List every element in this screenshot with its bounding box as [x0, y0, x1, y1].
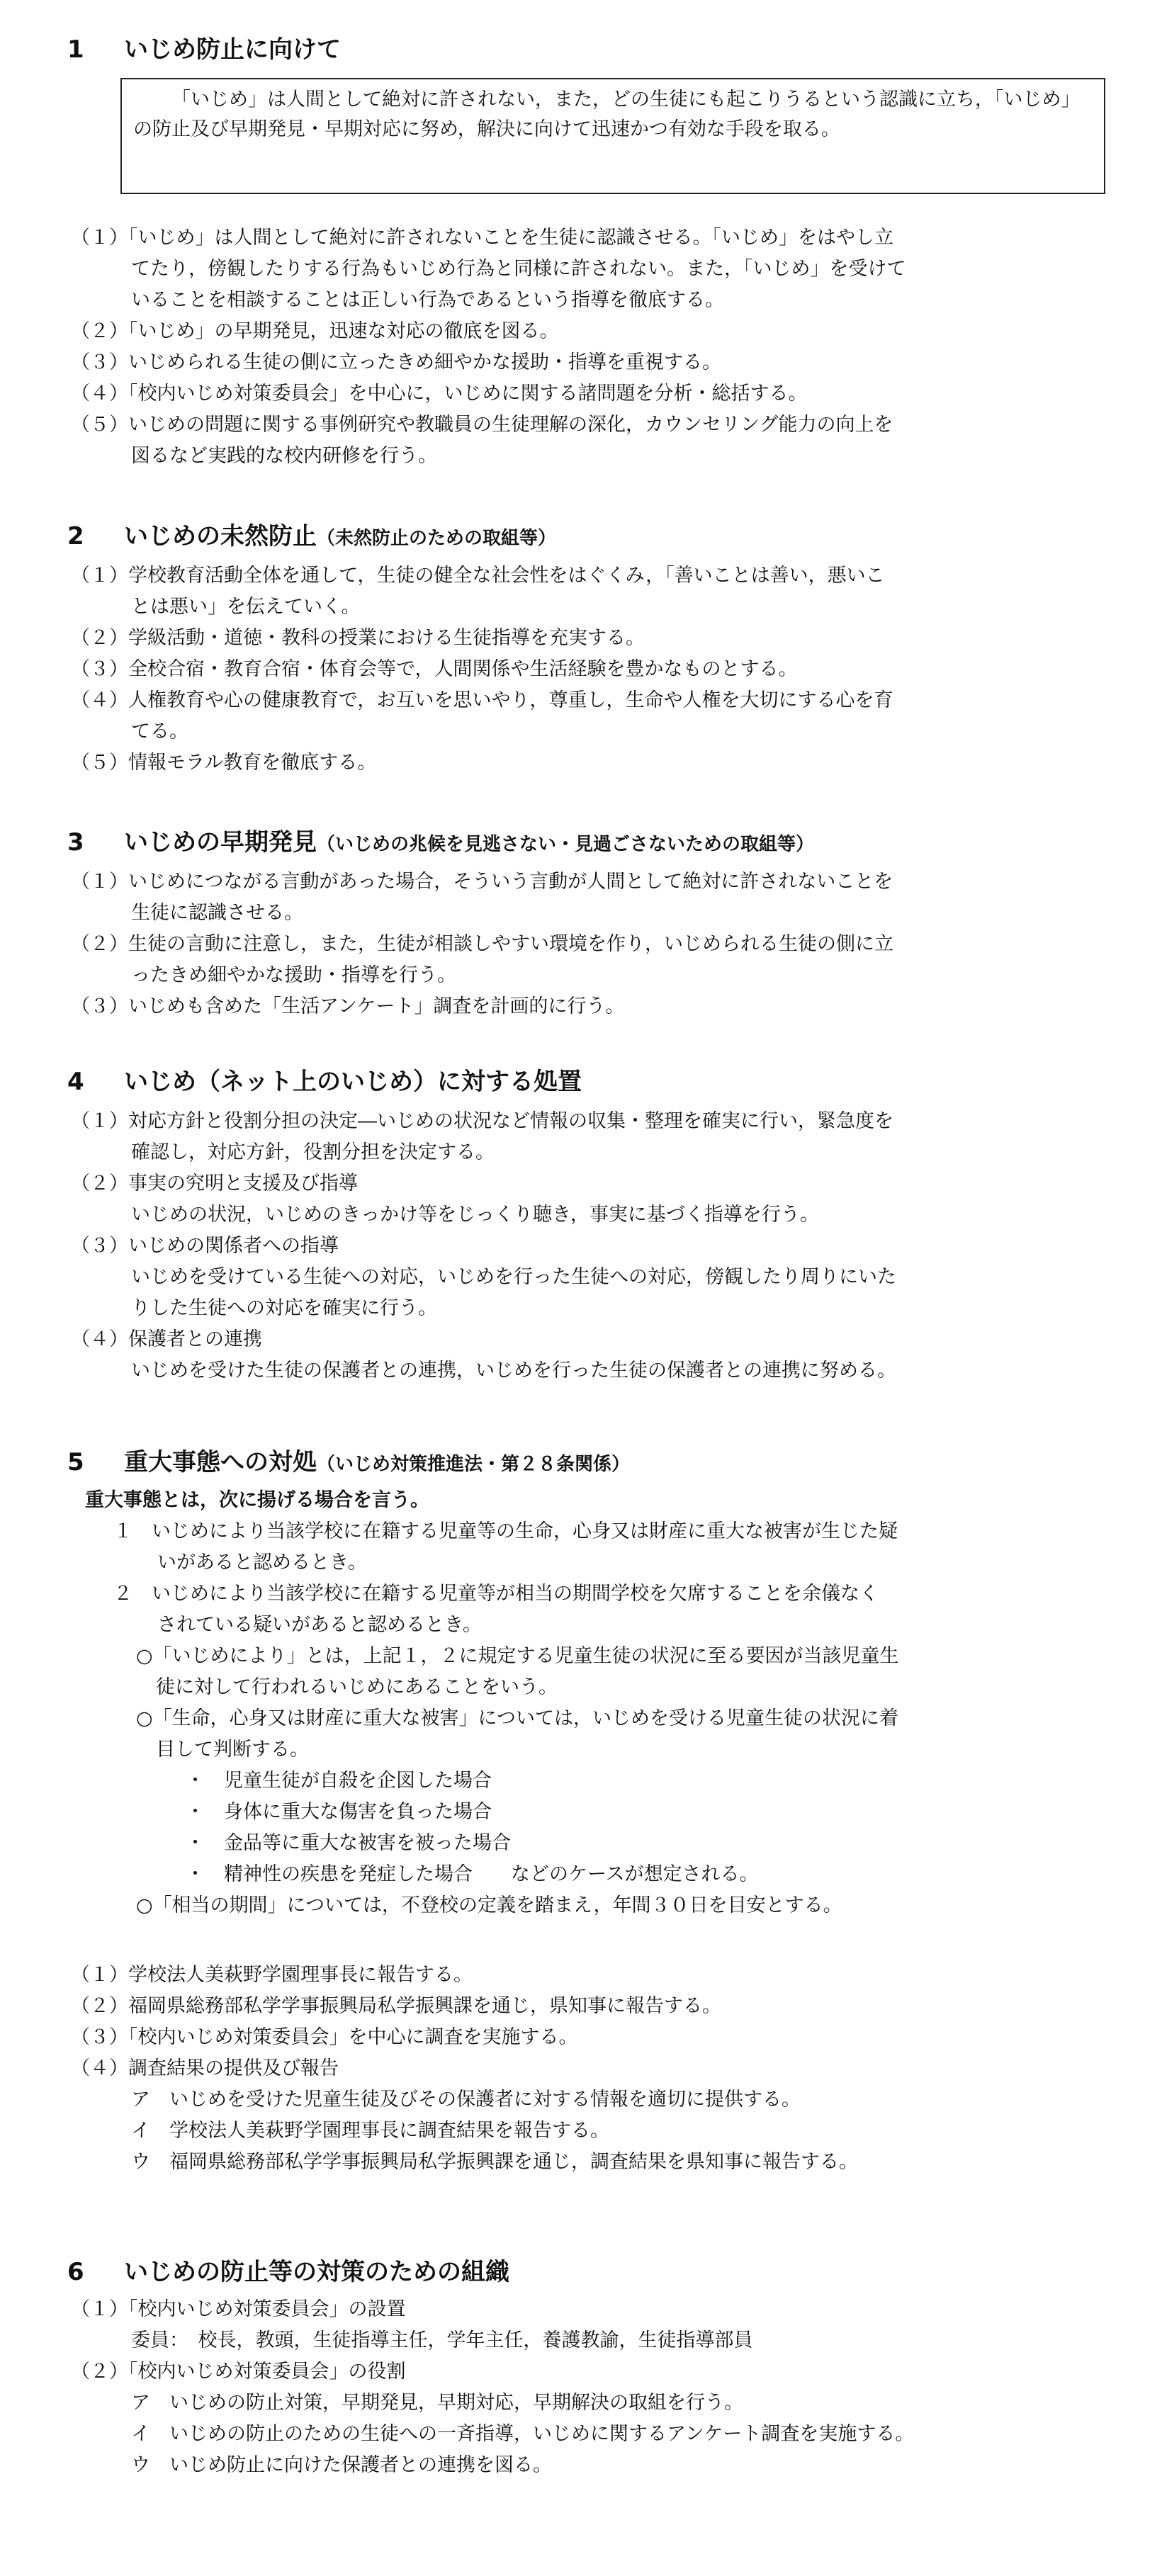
list-item-continuation: てる。 [131, 721, 188, 742]
section-2-heading [67, 521, 556, 554]
bullet-item: ・ 身体に重大な傷害を負った場合 [186, 1801, 492, 1823]
sub-item: イ 学校法人美萩野学園理事長に調査結果を報告する。 [131, 2120, 609, 2142]
list-item: （４）調査結果の提供及び報告 [71, 2057, 339, 2079]
section-title: いじめの未然防止 [124, 522, 317, 550]
definition-item: ２ いじめにより当該学校に在籍する児童等が相当の期間学校を欠席することを余儀なく [113, 1583, 879, 1605]
intro-box: 「いじめ」は人間として絶対に許されない，また，どの生徒にも起こりうるという認識に立ち，「いじめ」の防止及び早期発見・早期対応に努め，解決に向けて迅速かつ有効な手段を取る。 [120, 78, 1105, 194]
sub-item: ア いじめを受けた児童生徒及びその保護者に対する情報を適切に提供する。 [131, 2089, 801, 2111]
list-item-continuation: 確認し，対応方針，役割分担を決定する。 [131, 1141, 495, 1163]
list-item-continuation: とは悪い」を伝えていく。 [131, 596, 361, 618]
definition-item-continuation: されている疑いがあると認めるとき。 [157, 1614, 482, 1636]
section-3-heading [67, 827, 814, 860]
list-item-continuation: いじめを受けた生徒の保護者との連携，いじめを行った生徒の保護者との連携に努める。 [131, 1360, 896, 1382]
definition-item-continuation: いがあると認めるとき。 [157, 1552, 367, 1574]
definition-item: １ いじめにより当該学校に在籍する児童等の生命，心身又は財産に重大な被害が生じた疑 [113, 1520, 898, 1542]
list-item: （２）生徒の言動に注意し，また，生徒が相談しやすい環境を作り，いじめられる生徒の側に立 [71, 933, 893, 955]
list-item: （１）「校内いじめ対策委員会」の設置 [71, 2298, 406, 2320]
sub-item: ウ 福岡県総務部私学学事振興局私学振興課を通じ，調査結果を県知事に報告する。 [131, 2151, 858, 2173]
bullet-item: ・ 児童生徒が自殺を企図した場合 [186, 1770, 492, 1792]
note-item-continuation: 徒に対して行われるいじめにあることをいう。 [156, 1676, 558, 1698]
list-item: （４）人権教育や心の健康教育で，お互いを思いやり，尊重し，生命や人権を大切にする心を育 [71, 689, 893, 711]
section-4-heading [67, 1066, 582, 1097]
section-number: 1 [67, 35, 84, 64]
bullet-item: ・ 金品等に重大な被害を被った場合 [186, 1832, 511, 1854]
list-item: （４）保護者との連携 [71, 1328, 262, 1350]
section-subtitle: （いじめの兆候を見逃さない・見過ごさないための取組等） [317, 834, 815, 855]
section-subtitle: （未然防止のための取組等） [317, 528, 557, 549]
list-item: （３）全校合宿・教育合宿・体育会等で，人間関係や生活経験を豊かなものとする。 [71, 658, 798, 680]
list-item-continuation: いじめの状況，いじめのきっかけ等をじっくり聴き，事実に基づく指導を行う。 [131, 1204, 819, 1226]
list-item: （１）学校法人美萩野学園理事長に報告する。 [71, 1964, 473, 1986]
list-item: （５）情報モラル教育を徹底する。 [71, 752, 377, 774]
section-subtitle: （いじめ対策推進法・第２８条関係） [317, 1454, 631, 1475]
section-number: 6 [67, 2258, 84, 2286]
list-item: （２）事実の究明と支援及び指導 [71, 1173, 358, 1194]
section-title: いじめの防止等の対策のための組織 [124, 2258, 509, 2286]
section-number: 4 [67, 1068, 84, 1096]
list-item-continuation: 図るなど実践的な校内研修を行う。 [131, 445, 437, 467]
section-number: 5 [67, 1448, 84, 1476]
list-item-continuation: いることを相談することは正しい行為であるという指導を徹底する。 [131, 289, 724, 311]
list-item: （２）「校内いじめ対策委員会」の役割 [71, 2361, 406, 2383]
list-item: （１）「いじめ」は人間として絶対に許されないことを生徒に認識させる。「いじめ」をはやし立 [71, 227, 893, 249]
definition-heading: 重大事態とは，次に揚げる場合を言う。 [85, 1489, 429, 1511]
sub-item: ウ いじめ防止に向けた保護者との連携を図る。 [131, 2454, 552, 2476]
note-item: ○「生命，心身又は財産に重大な被害」については，いじめを受ける児童生徒の状況に着 [136, 1707, 899, 1729]
section-6-heading [67, 2256, 509, 2288]
section-number: 3 [67, 828, 84, 857]
list-item: （２）福岡県総務部私学学事振興局私学振興課を通じ，県知事に報告する。 [71, 1995, 721, 2017]
list-item: （１）対応方針と役割分担の決定―いじめの状況など情報の収集・整理を確実に行い，緊急度を [71, 1110, 893, 1132]
note-item-continuation: 目して判断する。 [156, 1739, 309, 1761]
section-5-heading [67, 1447, 630, 1480]
list-item: （３）いじめも含めた「生活アンケート」調査を計画的に行う。 [71, 995, 625, 1017]
list-item: （１）いじめにつながる言動があった場合，そういう言動が人間として絶対に許されないことを [71, 871, 893, 893]
list-item-continuation: いじめを受けている生徒への対応，いじめを行った生徒への対応，傍観したり周りにいた [131, 1266, 896, 1288]
list-item-continuation: ったきめ細やかな援助・指導を行う。 [131, 964, 456, 986]
section-title: 重大事態への対処 [124, 1448, 317, 1476]
list-item-continuation: 委員： 校長，教頭，生徒指導主任，学年主任，養護教諭，生徒指導部員 [131, 2329, 753, 2351]
list-item: （１）学校教育活動全体を通して，生徒の健全な社会性をはぐくみ，「善いことは善い，悪いこ [71, 565, 885, 587]
list-item: （３）いじめの関係者への指導 [71, 1235, 339, 1257]
section-title: いじめの早期発見 [124, 828, 317, 857]
section-title: いじめ（ネット上のいじめ）に対する処置 [124, 1068, 582, 1096]
list-item: （４）「校内いじめ対策委員会」を中心に，いじめに関する諸問題を分析・総括する。 [71, 383, 808, 405]
list-item: （２）「いじめ」の早期発見，迅速な対応の徹底を図る。 [71, 320, 559, 342]
note-item: ○「相当の期間」については，不登校の定義を踏まえ，年間３０日を目安とする。 [136, 1894, 842, 1916]
bullet-item: ・ 精神性の疾患を発症した場合 などのケースが想定される。 [186, 1863, 759, 1885]
section-title: いじめ防止に向けて [124, 35, 341, 64]
list-item-continuation: りした生徒への対応を確実に行う。 [131, 1297, 437, 1319]
sub-item: イ いじめの防止のための生徒への一斉指導，いじめに関するアンケート調査を実施する。 [131, 2423, 915, 2445]
list-item: （２）学級活動・道徳・教科の授業における生徒指導を充実する。 [71, 627, 645, 649]
list-item: （３）「校内いじめ対策委員会」を中心に調査を実施する。 [71, 2026, 578, 2048]
section-1-heading [67, 34, 341, 65]
section-number: 2 [67, 522, 84, 550]
note-item: ○「いじめにより」とは，上記１，２に規定する児童生徒の状況に至る要因が当該児童生 [136, 1645, 899, 1667]
list-item-continuation: てたり，傍観したりする行為もいじめ行為と同様に許されない。また，「いじめ」を受けて [131, 258, 906, 280]
list-item: （３）いじめられる生徒の側に立ったきめ細やかな援助・指導を重視する。 [71, 351, 721, 373]
list-item: （５）いじめの問題に関する事例研究や教職員の生徒理解の深化，カウンセリング能力の向上を [71, 414, 893, 436]
list-item-continuation: 生徒に認識させる。 [131, 902, 303, 924]
sub-item: ア いじめの防止対策，早期発見，早期対応，早期解決の取組を行う。 [131, 2392, 743, 2414]
